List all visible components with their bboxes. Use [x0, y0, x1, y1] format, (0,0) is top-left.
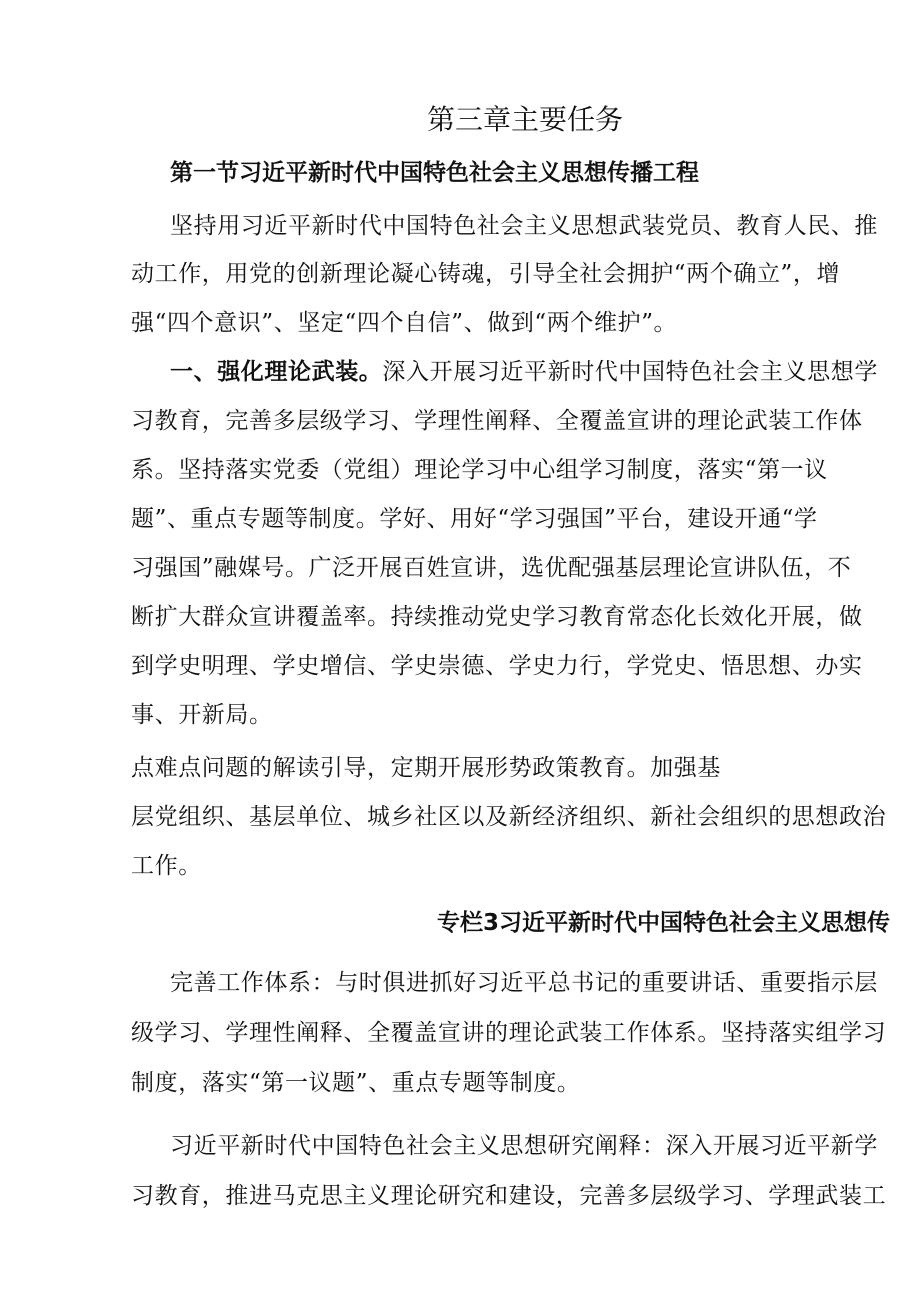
paragraph-line: 事、开新局。	[131, 702, 273, 728]
paragraph-line: 制度，落实“第一议题”、重点专题等制度。	[131, 1070, 581, 1096]
chapter-title: 第三章主要任务	[426, 103, 623, 136]
paragraph-line: 到学史明理、学史增信、学史崇德、学史力行，学党史、悟思想、办实	[131, 653, 863, 679]
section-heading: 第一节习近平新时代中国特色社会主义思想传播工程	[170, 160, 699, 186]
paragraph-line: 级学习、学理性阐释、全覆盖宣讲的理论武装工作体系。坚持落实组学习	[131, 1020, 887, 1046]
paragraph-line: 点难点问题的解读引导，定期开展形势政策教育。加强基	[131, 755, 721, 781]
column-heading: 专栏3习近平新时代中国特色社会主义思想传	[437, 910, 891, 936]
paragraph-line: 断扩大群众宣讲覆盖率。持续推动党史学习教育常态化长效化开展，做	[131, 604, 863, 630]
paragraph-line: 层党组织、基层单位、城乡社区以及新经济组织、新社会组织的思想政治	[131, 804, 887, 830]
paragraph-line: 系。坚持落实党委（党组）理论学习中心组学习制度，落实“第一议	[131, 457, 828, 483]
paragraph-line: 习教育，推进马克思主义理论研究和建设，完善多层级学习、学理武装工	[131, 1183, 887, 1209]
item-text: 深入开展习近平新时代中国特色社会主义思想学	[382, 359, 879, 385]
paragraph-line: 动工作，用党的创新理论凝心铸魂，引导全社会拥护“两个确立”，增	[131, 261, 841, 287]
paragraph-line: 习近平新时代中国特色社会主义思想研究阐释：深入开展习近平新学	[170, 1133, 878, 1159]
paragraph-line: 坚持用习近平新时代中国特色社会主义思想武装党员、教育人民、推	[170, 213, 878, 239]
item-lead: 一、强化理论武装。	[170, 359, 383, 385]
paragraph-line: 工作。	[131, 853, 202, 879]
paragraph-line: 完善工作体系：与时俱进抓好习近平总书记的重要讲话、重要指示层	[170, 970, 878, 996]
paragraph-line: 习教育，完善多层级学习、学理性阐释、全覆盖宣讲的理论武装工作体	[131, 408, 863, 434]
item-first-line	[170, 356, 878, 388]
paragraph-line: 题”、重点专题等制度。学好、用好“学习强国”平台，建设开通“学	[131, 506, 818, 532]
paragraph-line: 习强国”融媒号。广泛开展百姓宣讲，选优配强基层理论宣讲队伍，不	[131, 555, 852, 581]
paragraph-line: 强“四个意识”、坚定“四个自信”、做到“两个维护”。	[131, 310, 678, 336]
